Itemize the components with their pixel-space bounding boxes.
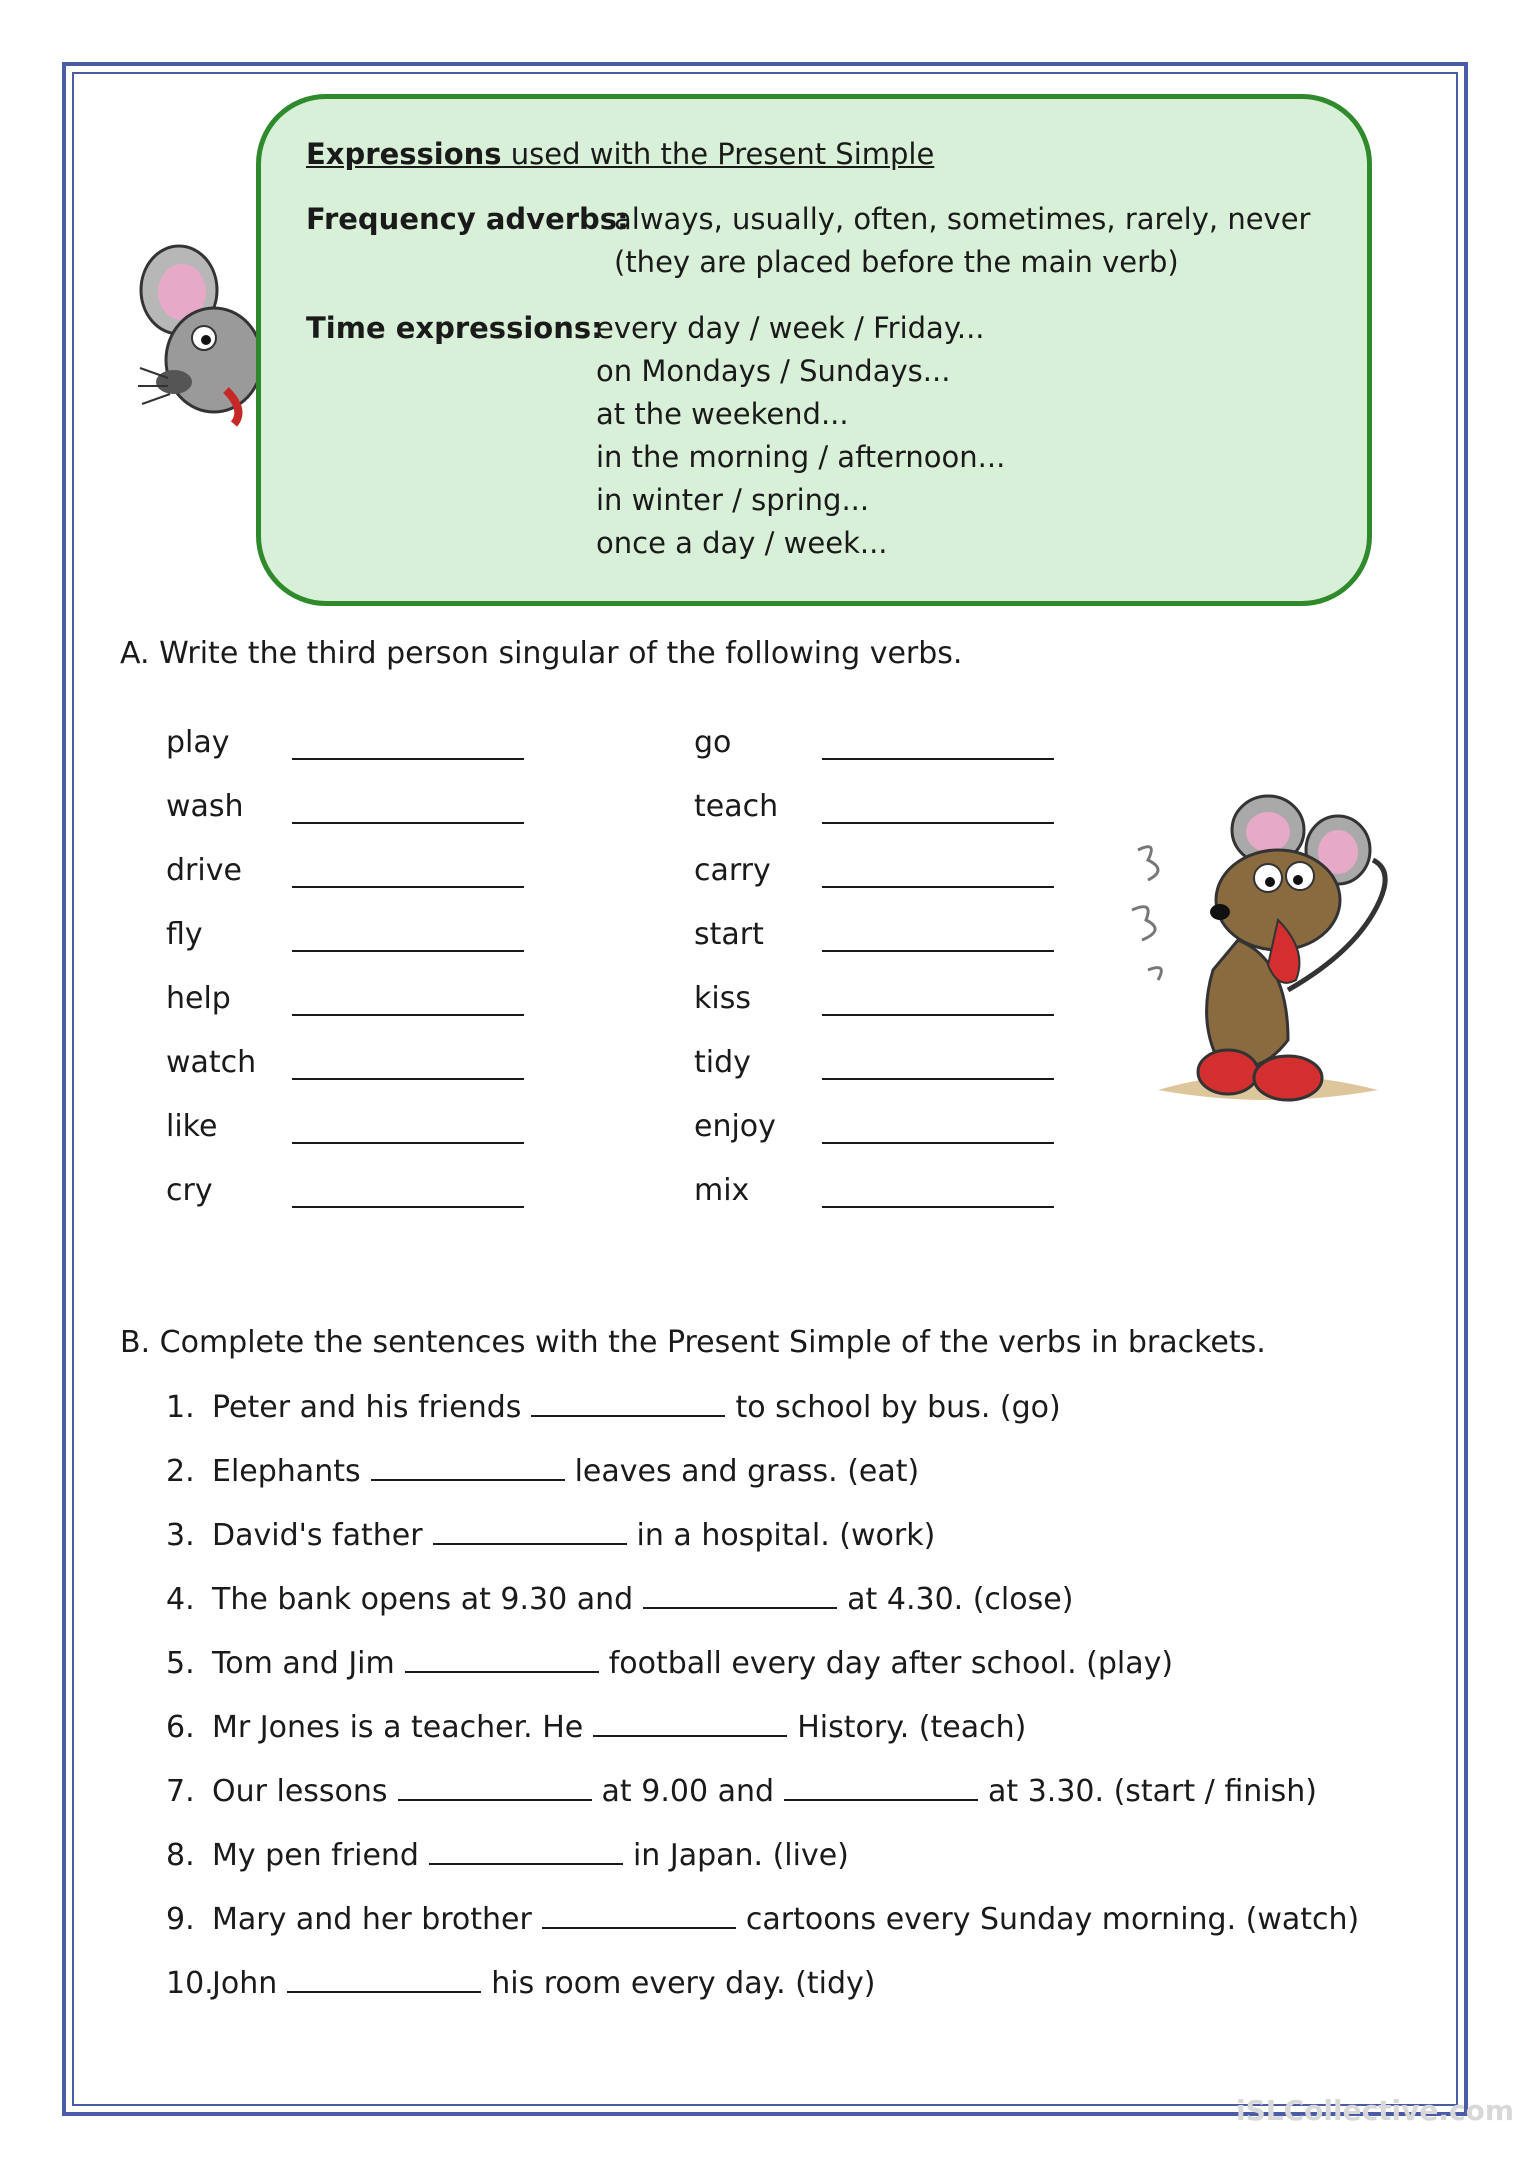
box-title bbox=[306, 137, 934, 171]
verb-left: fly bbox=[166, 917, 203, 952]
sentence-number: 9. bbox=[166, 1902, 195, 1937]
sentence-5 bbox=[166, 1646, 1173, 1681]
answer-blank[interactable] bbox=[822, 758, 1054, 760]
sentence-before: Mary and her brother bbox=[212, 1902, 532, 1937]
answer-blank[interactable] bbox=[287, 1967, 481, 1993]
answer-blank[interactable] bbox=[433, 1519, 627, 1545]
verb-left: cry bbox=[166, 1173, 213, 1208]
answer-blank[interactable] bbox=[292, 758, 524, 760]
answer-blank[interactable] bbox=[398, 1775, 592, 1801]
sentence-number: 4. bbox=[166, 1582, 195, 1617]
time-expressions-label: Time expressions: bbox=[306, 311, 603, 345]
answer-blank[interactable] bbox=[542, 1903, 736, 1929]
answer-blank[interactable] bbox=[292, 1078, 524, 1080]
sentence-before: Our lessons bbox=[212, 1774, 388, 1809]
sentence-number: 5. bbox=[166, 1646, 195, 1681]
answer-blank[interactable] bbox=[822, 886, 1054, 888]
mouse-laughing-illustration bbox=[1118, 790, 1408, 1110]
answer-blank[interactable] bbox=[822, 822, 1054, 824]
sentence-after: at 3.30. (start / finish) bbox=[988, 1774, 1317, 1809]
answer-blank[interactable] bbox=[429, 1839, 623, 1865]
answer-blank[interactable] bbox=[531, 1391, 725, 1417]
verb-right: carry bbox=[694, 853, 771, 888]
time-expression: every day / week / Friday... bbox=[596, 311, 985, 345]
verb-left: play bbox=[166, 725, 230, 760]
verb-left: like bbox=[166, 1109, 218, 1144]
verb-left: help bbox=[166, 981, 231, 1016]
sentence-after: to school by bus. (go) bbox=[735, 1390, 1061, 1425]
sentence-number: 2. bbox=[166, 1454, 195, 1489]
sentence-before: Tom and Jim bbox=[212, 1646, 395, 1681]
answer-blank[interactable] bbox=[292, 1206, 524, 1208]
answer-blank[interactable] bbox=[822, 1014, 1054, 1016]
sentence-1 bbox=[166, 1390, 1061, 1425]
sentence-2 bbox=[166, 1454, 919, 1489]
answer-blank[interactable] bbox=[784, 1775, 978, 1801]
answer-blank[interactable] bbox=[822, 1078, 1054, 1080]
sentence-after: at 4.30. (close) bbox=[847, 1582, 1074, 1617]
answer-blank[interactable] bbox=[292, 950, 524, 952]
answer-blank[interactable] bbox=[292, 822, 524, 824]
sentence-4 bbox=[166, 1582, 1073, 1617]
verb-left: drive bbox=[166, 853, 242, 888]
verb-left: wash bbox=[166, 789, 244, 824]
sentence-after: his room every day. (tidy) bbox=[491, 1966, 876, 2001]
verb-right: enjoy bbox=[694, 1109, 776, 1144]
sentence-number: 10. bbox=[166, 1966, 214, 2001]
box-title-keyword: Expressions bbox=[306, 137, 502, 171]
sentence-before: Mr Jones is a teacher. He bbox=[212, 1710, 584, 1745]
verb-right: go bbox=[694, 725, 732, 760]
sentence-8 bbox=[166, 1838, 849, 1873]
sentence-before: Peter and his friends bbox=[212, 1390, 522, 1425]
sentence-number: 7. bbox=[166, 1774, 195, 1809]
answer-blank[interactable] bbox=[822, 1206, 1054, 1208]
sentence-number: 1. bbox=[166, 1390, 195, 1425]
answer-blank[interactable] bbox=[643, 1583, 837, 1609]
watermark: iSLCollective.com bbox=[1236, 2094, 1515, 2127]
section-b-heading: B. Complete the sentences with the Present Simple of the verbs in brackets. bbox=[120, 1325, 1266, 1360]
sentence-after: football every day after school. (play) bbox=[608, 1646, 1174, 1681]
answer-blank[interactable] bbox=[292, 886, 524, 888]
sentence-after: History. (teach) bbox=[797, 1710, 1027, 1745]
frequency-note: (they are placed before the main verb) bbox=[614, 245, 1179, 279]
answer-blank[interactable] bbox=[371, 1455, 565, 1481]
answer-blank[interactable] bbox=[405, 1647, 599, 1673]
answer-blank[interactable] bbox=[822, 1142, 1054, 1144]
sentence-before: The bank opens at 9.30 and bbox=[212, 1582, 634, 1617]
sentence-number: 3. bbox=[166, 1518, 195, 1553]
time-expression: at the weekend... bbox=[596, 397, 849, 431]
time-expression: on Mondays / Sundays... bbox=[596, 354, 951, 388]
sentence-number: 8. bbox=[166, 1838, 195, 1873]
sentence-after: in a hospital. (work) bbox=[636, 1518, 936, 1553]
frequency-adverbs: always, usually, often, sometimes, rarely, never bbox=[614, 202, 1311, 236]
sentence-10 bbox=[166, 1966, 875, 2001]
box-title-rest: used with the Present Simple bbox=[501, 137, 935, 171]
frequency-label: Frequency adverbs: bbox=[306, 202, 629, 236]
sentence-after: cartoons every Sunday morning. (watch) bbox=[745, 1902, 1360, 1937]
sentence-6 bbox=[166, 1710, 1026, 1745]
verb-right: start bbox=[694, 917, 764, 952]
answer-blank[interactable] bbox=[292, 1142, 524, 1144]
mouse-peeking-illustration bbox=[134, 240, 258, 430]
sentence-before: David's father bbox=[212, 1518, 423, 1553]
sentence-7 bbox=[166, 1774, 1317, 1809]
time-expression: once a day / week... bbox=[596, 526, 888, 560]
sentence-after: leaves and grass. (eat) bbox=[574, 1454, 920, 1489]
sentence-before: John bbox=[212, 1966, 278, 2001]
sentence-3 bbox=[166, 1518, 935, 1553]
sentence-before: Elephants bbox=[212, 1454, 361, 1489]
sentence-after: in Japan. (live) bbox=[632, 1838, 849, 1873]
verb-right: mix bbox=[694, 1173, 750, 1208]
answer-blank[interactable] bbox=[593, 1711, 787, 1737]
sentence-middle: at 9.00 and bbox=[601, 1774, 775, 1809]
section-a-heading: A. Write the third person singular of the following verbs. bbox=[120, 636, 963, 671]
answer-blank[interactable] bbox=[822, 950, 1054, 952]
sentence-9 bbox=[166, 1902, 1359, 1937]
verb-left: watch bbox=[166, 1045, 257, 1080]
answer-blank[interactable] bbox=[292, 1014, 524, 1016]
sentence-number: 6. bbox=[166, 1710, 195, 1745]
verb-right: teach bbox=[694, 789, 779, 824]
verb-right: kiss bbox=[694, 981, 751, 1016]
time-expression: in the morning / afternoon... bbox=[596, 440, 1006, 474]
time-expression: in winter / spring... bbox=[596, 483, 870, 517]
sentence-before: My pen friend bbox=[212, 1838, 419, 1873]
verb-right: tidy bbox=[694, 1045, 751, 1080]
